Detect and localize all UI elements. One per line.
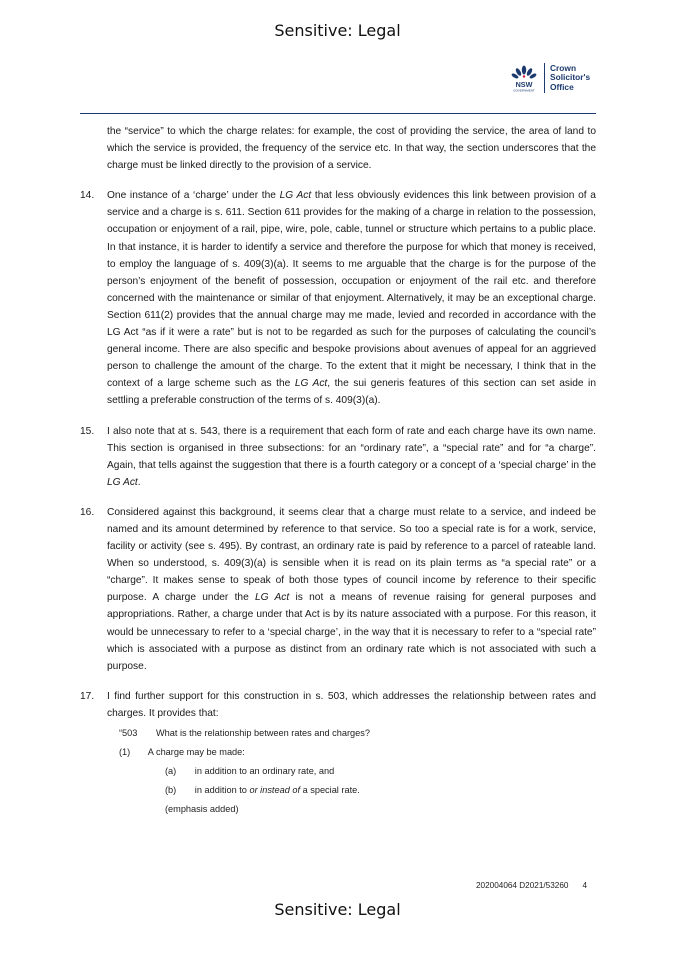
org-name-line1: Crown: [550, 62, 577, 73]
quote-item-text: in addition to an ordinary rate, and: [194, 766, 335, 776]
paragraph-text: that less obviously evidences this link between provision of a service and a charge is s. 611. Section 611 provides for the making of a charge in relation to the possession, occupation or enjoyment of a rail, pipe, wire, pole, cable, tunnel or structure which pertains to a public place. In that instance, it is harder to identify a service and therefore the purpose for which that money is received, to employ the language of s. 409(3)(a). It seems to me arguable that the charge is for the purpose of the person’s enjoyment of the benefit of possession, occupation or enjoyment of the rail etc. and therefore concerned with the maintenance or similar of that enjoyment. Alternatively, it may be an exceptional charge. Section 611(2) provides that the annual charge may me made, levied and recorded in accordance with the LG Act “as if it were a rate” but is not to be regarded as such for the purposes of calculating the council’s general income. There are also specific and bespoke provisions about avenues of appeal for an aggrieved person to challenge the amount of the charge. To the extent that it might be necessary, I think that in the context of a large scheme such as the: [107, 190, 596, 390]
paragraph-text: .: [137, 476, 141, 488]
quote-section-heading: [80, 724, 596, 743]
paragraph-text: Considered against this background, it seems clear that a charge must relate to a service, and indeed be named and its amount determined by reference to that service. So too a special rate is for a work, service, facility or activity (see s. 495). By contrast, an ordinary rate is paid by reference to a parcel of rateable land. When so understood, s. 409(3)(a) is sensible when it is read on its plain terms as “a special rate” or a “charge”. It makes sense to speak of both those types of council income by reference to their specific purpose. A charge under the: [107, 506, 596, 604]
paragraph-14: [80, 187, 596, 409]
classification-footer: Sensitive: Legal: [274, 900, 401, 919]
csc-logo: [509, 63, 590, 93]
quote-subsection-label: (1): [119, 747, 131, 757]
quote-section-title: What is the relationship between rates and charges?: [155, 728, 370, 738]
page-number: 4: [582, 881, 587, 890]
header-rule: [80, 113, 596, 114]
quote-item-text-part: in addition to: [194, 785, 250, 795]
paragraph-text: , the sui generis features of this section can set aside in settling a preferable construction of the terms of s. 409(3)(a).: [107, 378, 596, 407]
org-name-line3: Office: [550, 81, 574, 92]
emphasised-text: or instead of: [249, 785, 301, 795]
statute-quote: [80, 724, 596, 819]
quote-item-text: [195, 785, 360, 795]
footer-reference: [476, 881, 587, 890]
paragraph-text: is not a means of revenue raising for general purposes and appropriations. Rather, a charge under that Act is by its nature associated with a purpose. For this reason, it would be unnecessary to refer to a ‘special charge’, in the way that it is necessary to refer to a “special rate” which is associated with a purpose as distinct from an ordinary rate which is not associated with such a purpose.: [107, 592, 596, 672]
government-logo-text: GOVERNMENT: [513, 88, 535, 93]
paragraph-17: [80, 688, 596, 722]
paragraph-text: I also note that at s. 543, there is a requirement that each form of rate and each charge have its own name. This section is organised in three subsections: for an “ordinary rate”, a “special rate” and for “a charge”. Again, that tells against the suggestion that there is a fourth category or a concept of a ‘special charge’ in the: [107, 425, 596, 471]
continuation-text: the “service” to which the charge relates: for example, the cost of providing the service, the area of land to which the service is provided, the frequency of the service etc. In that way, the section underscores that the charge must be linked directly to the provision of a service.: [107, 126, 596, 172]
document-body: [80, 124, 596, 819]
org-name: [550, 64, 590, 92]
nsw-waratah-icon: [509, 63, 539, 93]
paragraph-text: One instance of a ‘charge’ under the: [107, 190, 280, 202]
document-reference: 202004064 D2021/53260: [476, 881, 569, 890]
emphasis-note: (emphasis added): [165, 804, 239, 814]
act-name: LG Act: [279, 190, 312, 202]
classification-header: Sensitive: Legal: [274, 21, 401, 40]
paragraph-number: 15.: [80, 425, 95, 437]
act-name: LG Act: [255, 592, 290, 604]
quote-subsection-text: A charge may be made:: [147, 747, 245, 757]
quote-item-a: [80, 762, 596, 781]
quote-subsection-1: [80, 743, 596, 762]
quote-item-label: (a): [165, 766, 177, 776]
paragraph-number: 14.: [80, 190, 95, 202]
quote-item-text-part: a special rate.: [300, 785, 360, 795]
paragraph-number: 16.: [80, 506, 95, 518]
nsw-logo-text: NSW: [515, 80, 533, 89]
paragraph-number: 17.: [80, 690, 95, 702]
paragraph-16: [80, 504, 596, 675]
org-name-line2: Solicitor's: [550, 72, 591, 83]
paragraph-15: [80, 423, 596, 491]
quote-item-label: (b): [165, 785, 177, 795]
quote-item-b: [80, 781, 596, 800]
quote-section-number: “503: [119, 728, 138, 738]
logo-divider: [544, 63, 545, 93]
act-name: LG Act: [107, 476, 138, 488]
paragraph-text: I find further support for this construction in s. 503, which addresses the relationship between rates and charges. It provides that:: [107, 690, 596, 719]
continuation-paragraph: [80, 123, 596, 174]
act-name: LG Act: [294, 378, 328, 390]
